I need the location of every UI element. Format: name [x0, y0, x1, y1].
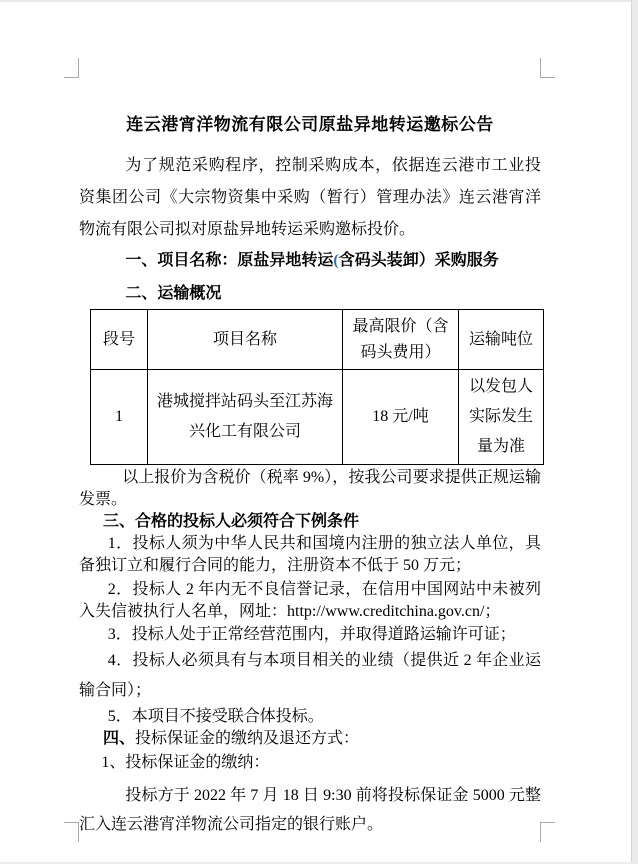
section1-heading — [79, 249, 541, 273]
table-header-segment: 段号 — [91, 310, 148, 370]
table-cell-maxprice: 18 元/吨 — [343, 370, 459, 465]
table-header-tonnage: 运输吨位 — [459, 310, 544, 370]
table-cell-tonnage: 以发包人实际发生量为准 — [459, 370, 544, 465]
document-body — [79, 0, 541, 839]
section4-heading — [79, 728, 541, 750]
section1-blue-paren: ( — [333, 252, 339, 269]
section1-suffix: 含码头装卸）采购服务 — [338, 252, 499, 269]
section4-prefix: 四、 — [103, 730, 136, 747]
condition-item-1: 1．投标人须为中华人民共和国境内注册的独立法人单位，具备独订立和履行合同的能力，注册资本不低于 50 万元； — [79, 535, 541, 574]
condition-item-3: 3．投标人处于正常经营范围内，并取得道路运输许可证； — [107, 626, 516, 643]
margin-mark-bottom-left-icon — [64, 822, 79, 842]
transport-overview-table — [90, 309, 544, 465]
table-cell-project: 港城搅拌站码头至江苏海兴化工有限公司 — [148, 370, 343, 465]
table-header-project: 项目名称 — [148, 310, 343, 370]
condition-item-4: 4．投标人必须具有与本项目相关的业绩（提供近 2 年企业运输合同）； — [79, 652, 541, 699]
table-cell-segment: 1 — [91, 370, 148, 465]
tax-note-paragraph: 以上报价为含税价（税率 9%），按我公司要求提供正规运输发票。 — [79, 469, 541, 508]
section1-prefix: 一、项目名称：原盐异地转运 — [125, 252, 334, 269]
margin-mark-top-right-icon — [540, 58, 555, 78]
deposit-paragraph: 投标方于 2022 年 7 月 18 日 9:30 前将投标保证金 5000 元整汇入连云港宵洋物流公司指定的银行账户。 — [79, 787, 541, 833]
intro-paragraph: 为了规范采购程序，控制采购成本，依据连云港市工业投资集团公司《大宗物资集中采购（暂行）管理办法》连云港宵洋物流有限公司拟对原盐异地转运采购邀标投价。 — [79, 157, 541, 238]
table-row — [91, 370, 544, 465]
section2-heading: 二、运输概况 — [125, 285, 222, 302]
page-right-edge-scroll-gutter — [631, 0, 638, 864]
section4-title: 投标保证金的缴纳及退还方式： — [135, 730, 360, 747]
table-header-maxprice: 最高限价（含码头费用） — [343, 310, 459, 370]
margin-mark-top-left-icon — [64, 58, 79, 78]
condition-item-2: 2．投标人 2 年内无不良信誉记录，在信用中国网站中未被列入失信被执行人名单，网址：http://www.creditchina.gov.cn/； — [79, 581, 541, 620]
section3-heading: 三、合格的投标人必须符合下例条件 — [103, 513, 360, 530]
document-title: 连云港宵洋物流有限公司原盐异地转运邀标公告 — [126, 115, 494, 134]
table-header-row — [91, 310, 544, 370]
condition-item-5: 5．本项目不接受联合体投标。 — [107, 708, 324, 725]
deposit-subheading: 1、投标保证金的缴纳： — [101, 754, 270, 771]
margin-mark-bottom-right-icon — [540, 822, 555, 842]
